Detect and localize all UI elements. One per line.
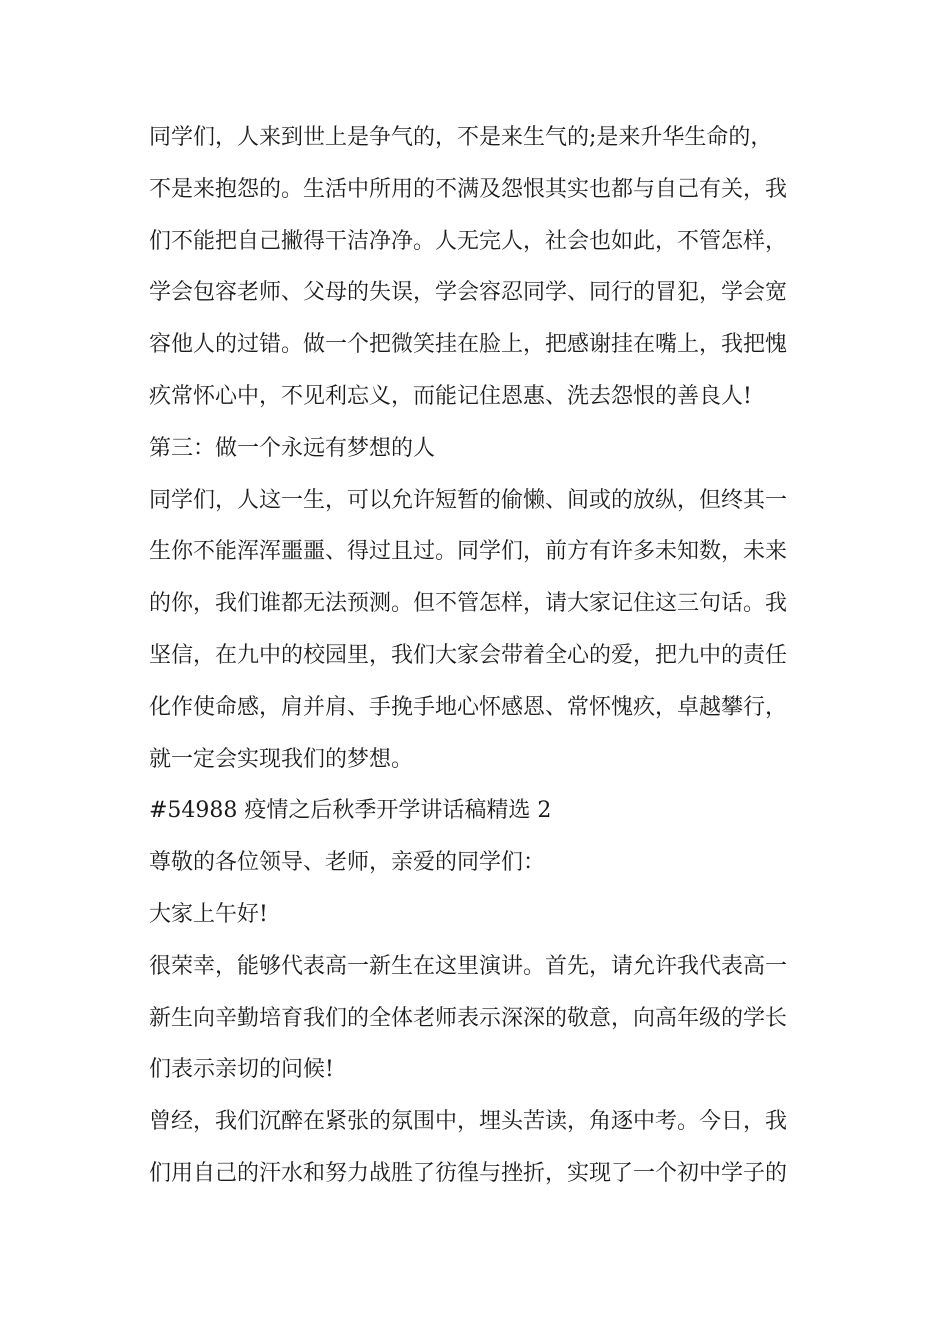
salutation: 尊敬的各位领导、老师，亲爱的同学们：: [149, 850, 546, 876]
text-line: 们表示亲切的问候!: [149, 1057, 334, 1083]
text-line: 新生向辛勤培育我们的全体老师表示深深的敬意，向高年级的学长: [149, 1005, 788, 1031]
document-body: [149, 112, 809, 1200]
text-line: 不是来抱怨的。生活中所用的不满及怨恨其实也都与自己有关，我: [149, 176, 788, 202]
text-line: 生你不能浑浑噩噩、得过且过。同学们，前方有许多未知数，未来: [149, 539, 788, 565]
text-line: 就一定会实现我们的梦想。: [149, 746, 414, 772]
text-line: 同学们，人来到世上是争气的，不是来生气的;是来升华生命的，: [149, 125, 773, 150]
text-line: 学会包容老师、父母的失误，学会容忍同学、同行的冒犯，学会宽: [149, 280, 788, 306]
text-line: 很荣幸，能够代表高一新生在这里演讲。首先，请允许我代表高一: [149, 953, 788, 979]
greeting: 大家上午好!: [149, 901, 268, 927]
text-line: 的你，我们谁都无法预测。但不管怎样，请大家记住这三句话。我: [149, 591, 788, 617]
text-line: 曾经，我们沉醉在紧张的氛围中，埋头苦读，角逐中考。今日，我: [149, 1109, 788, 1135]
text-line: 坚信，在九中的校园里，我们大家会带着全心的爱，把九中的责任: [149, 642, 788, 668]
text-line: 同学们，人这一生，可以允许短暂的偷懒、间或的放纵，但终其一: [149, 487, 788, 513]
article-title: #54988 疫情之后秋季开学讲话稿精选 2: [149, 798, 552, 824]
text-line: 疚常怀心中，不见利忘义，而能记住恩惠、洗去怨恨的善良人!: [149, 383, 752, 409]
text-line: 们不能把自己撇得干洁净净。人无完人，社会也如此，不管怎样，: [149, 228, 788, 254]
section-heading: 第三：做一个永远有梦想的人: [149, 435, 436, 461]
text-line: 容他人的过错。做一个把微笑挂在脸上，把感谢挂在嘴上，我把愧: [149, 332, 788, 358]
text-line: 化作使命感，肩并肩、手挽手地心怀感恩、常怀愧疚，卓越攀行，: [149, 694, 788, 720]
text-line: 们用自己的汗水和努力战胜了彷徨与挫折，实现了一个初中学子的: [149, 1160, 788, 1186]
